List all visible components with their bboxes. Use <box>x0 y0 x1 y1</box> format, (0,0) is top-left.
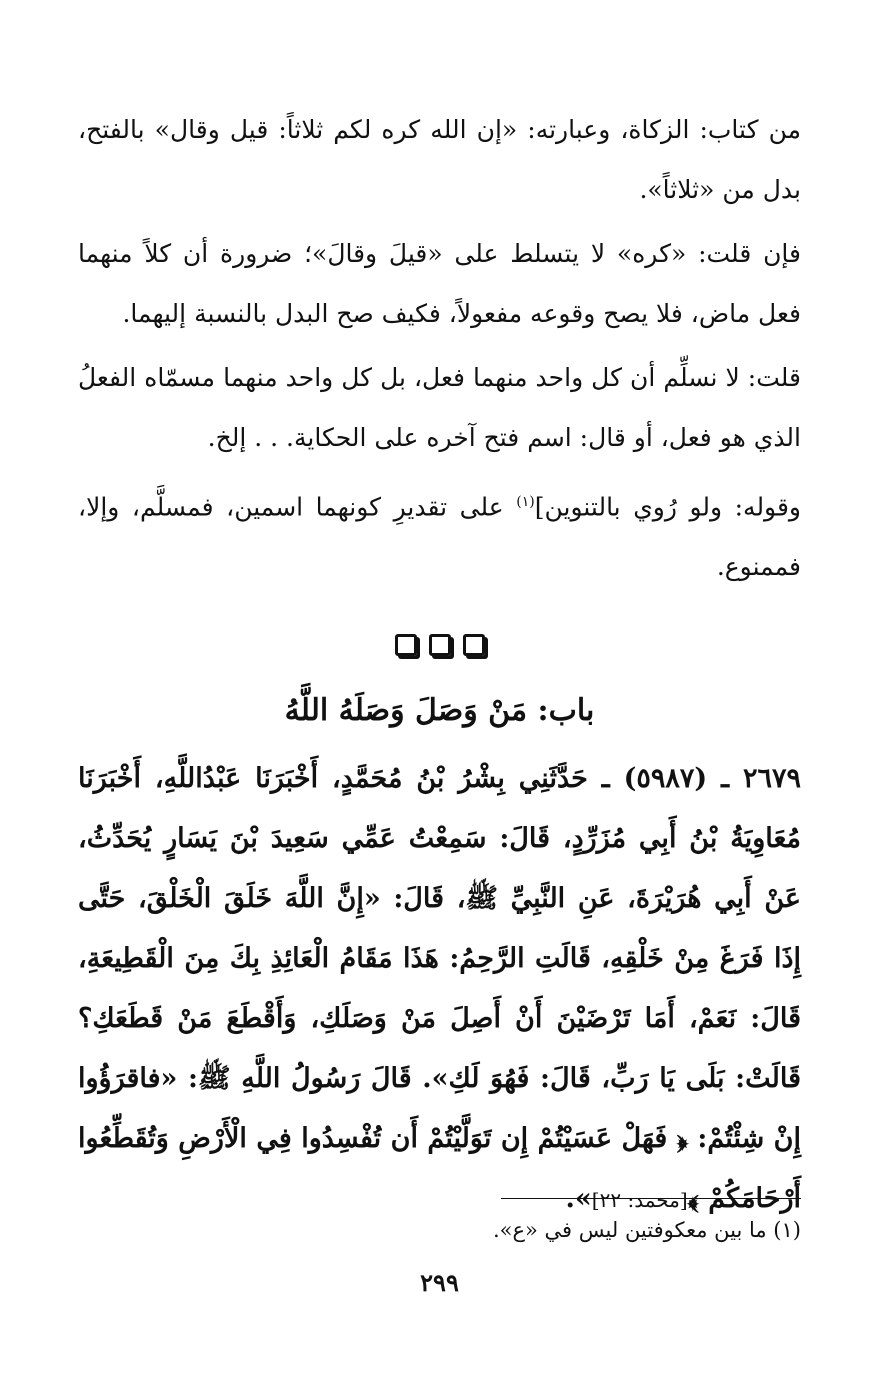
page-number: ٢٩٩ <box>420 1268 459 1297</box>
hadith-body: حَدَّثَنِي بِشْرُ بْنُ مُحَمَّدٍ، أَخْبَرَنَا عَبْدُاللَّهِ، أَخْبَرَنَا مُعَاوِيَةُ بْنُ أَبِي مُزَرِّدٍ، قَالَ: سَمِعْتُ عَمِّي سَعِيدَ بْنَ يَسَارٍ يُحَدِّثُ، عَنْ أَبِي هُرَيْرَةَ، عَنِ النَّبِيِّ ﷺ، قَالَ: «إِنَّ اللَّهَ خَلَقَ الْخَلْقَ، حَتَّى إِذَا فَرَغَ مِنْ خَلْقِهِ، قَالَتِ الرَّحِمُ: هَذَا مَقَامُ الْعَائِذِ بِكَ مِنَ الْقَطِيعَةِ، قَالَ: نَعَمْ، أَمَا تَرْضَيْنَ أَنْ أَصِلَ مَنْ وَصَلَكِ، وَأَقْطَعَ مَنْ قَطَعَكِ؟ قَالَتْ: بَلَى يَا رَبِّ، قَالَ: فَهُوَ لَكِ». قَالَ رَسُولُ اللَّهِ ﷺ: «فاقرَؤُوا إِنْ شِئْتُمْ: ﴿ فَهَلْ عَسَيْتُمْ إِن تَوَلَّيْتُمْ أَن تُفْسِدُوا فِي الْأَرْضِ وَتُقَطِّعُوا أَرْحَامَكُمْ ﴾ <box>78 763 801 1215</box>
paragraph-2: فإن قلت: «كره» لا يتسلط على «قيلَ وقالَ»؛ ضرورة أن كلاً منهما فعل ماض، فلا يصح وقوعه مفعولاً، فكيف صح البدل بالنسبة إليهما. <box>78 239 801 328</box>
hadith-text <box>78 749 801 1230</box>
page <box>78 100 801 1340</box>
footnote-mark: (١) <box>516 494 535 510</box>
square-ornament-icon <box>429 634 451 656</box>
paragraph-4-end: على تقديرِ كونهما اسمين، فمسلَّم، وإلا، فممنوع. <box>78 492 801 582</box>
paragraph-4 <box>78 472 801 597</box>
hadith-end: ». <box>565 1183 592 1215</box>
hadith-number: ٢٦٧٩ ـ (٥٩٨٧) ـ <box>601 763 801 795</box>
section-separator <box>78 619 801 671</box>
chapter-title: باب: مَنْ وَصَلَ وَصَلَهُ اللَّهُ <box>284 693 595 729</box>
quran-reference: [محمد: ٢٢] <box>591 1188 688 1213</box>
paragraph-4-start: وقوله: ولو رُوي بالتنوين] <box>534 492 801 522</box>
square-ornament-icon <box>463 634 485 656</box>
square-ornament-icon <box>395 634 417 656</box>
paragraph-1: من كتاب: الزكاة، وعبارته: «إن الله كره لكم ثلاثاً: قيل وقال» بالفتح، بدل من «ثلاثاً». <box>78 115 801 204</box>
footnote-divider <box>501 1198 801 1199</box>
paragraph-3: قلت: لا نسلِّم أن كل واحد منهما فعل، بل كل واحد منهما مسمّاه الفعلُ الذي هو فعل، أو قال: اسم فتح آخره على الحكاية. . . إلخ. <box>78 363 801 452</box>
footnote: (١) ما بين معكوفتين ليس في «ع». <box>492 1218 801 1242</box>
